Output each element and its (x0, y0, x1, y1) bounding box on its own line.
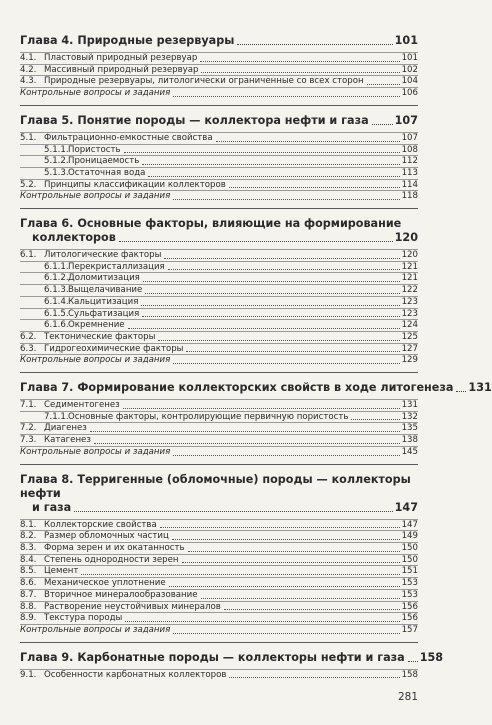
section-page-number: 150 (401, 554, 418, 565)
toc-entry[interactable] (20, 434, 418, 446)
dot-leader (200, 61, 399, 62)
section-number: 8.8. (20, 601, 37, 612)
section-page-number: 104 (401, 76, 418, 87)
toc-entry[interactable] (20, 64, 418, 76)
dot-leader (124, 152, 400, 153)
toc-entry[interactable] (20, 554, 418, 566)
section-title: Контрольные вопросы и задания (20, 355, 171, 366)
chapter-title: Глава 9. Карбонатные породы — коллекторы нефти и газа (20, 650, 405, 664)
section-title: Остаточная вода (68, 167, 146, 178)
section-page-number: 156 (401, 613, 418, 624)
section-page-number: 138 (401, 435, 418, 446)
chapter-page-number: 147 (394, 500, 418, 514)
toc-entry[interactable] (20, 542, 418, 554)
chapter-heading[interactable] (20, 34, 418, 48)
toc-entry[interactable] (20, 589, 418, 601)
toc-subentry[interactable] (20, 319, 418, 331)
section-title: Форма зерен и их окатанность (44, 542, 185, 553)
toc-subentry[interactable] (20, 167, 418, 179)
dot-leader (186, 351, 399, 352)
section-page-number: 106 (401, 88, 418, 99)
section-title: Принципы классификации коллекторов (44, 179, 226, 190)
section-page-number: 150 (401, 542, 418, 553)
section-number: 6.1. (20, 250, 37, 261)
dot-leader (224, 609, 400, 610)
section-number: 4.1. (20, 53, 37, 63)
dot-leader (128, 328, 400, 329)
toc-entry[interactable] (20, 669, 418, 681)
section-number: 8.6. (20, 578, 37, 589)
toc-subentry[interactable] (20, 144, 418, 156)
toc-entry[interactable] (20, 331, 418, 343)
section-page-number: 149 (401, 531, 418, 542)
dot-leader (123, 408, 400, 409)
chapter-5 (20, 105, 418, 202)
dot-leader (173, 455, 399, 456)
section-page-number: 131 (401, 400, 418, 411)
dot-leader (408, 661, 418, 662)
chapter-page-number: 101 (394, 34, 418, 47)
section-number: 6.1.6. (44, 320, 69, 331)
chapter-title: Глава 6. Основные факторы, влияющие на формирование (20, 217, 402, 231)
chapter-page-number: 158 (419, 650, 444, 664)
section-title: Размер обломочных частиц (44, 531, 169, 542)
section-title: Механическое уплотнение (44, 578, 166, 589)
section-number: 6.3. (20, 343, 37, 354)
section-page-number: 101 (401, 53, 418, 63)
chapter-8 (20, 464, 418, 636)
dot-leader (237, 44, 392, 45)
section-number: 5.1. (20, 132, 37, 143)
toc-entry[interactable] (20, 75, 418, 87)
section-title: Выщелачивание (68, 285, 143, 296)
section-page-number: 118 (401, 191, 418, 202)
toc-entry[interactable] (20, 343, 418, 355)
section-title: Контрольные вопросы и задания (20, 88, 171, 99)
chapter-heading[interactable] (20, 381, 492, 395)
dot-leader (351, 419, 399, 420)
toc-subentry[interactable] (20, 284, 418, 296)
toc-entry-review-questions[interactable] (20, 354, 418, 366)
section-page-number: 108 (401, 144, 418, 155)
section-title: Проницаемость (68, 156, 140, 167)
section-page-number: 121 (401, 273, 418, 284)
section-page-number: 135 (401, 423, 418, 434)
dot-leader (169, 586, 400, 587)
section-title: Пористость (68, 144, 121, 155)
chapter-page-number: 131 (468, 381, 492, 395)
section-number: 6.1.3. (44, 285, 69, 296)
toc-entry[interactable] (20, 422, 418, 434)
toc-subentry[interactable] (20, 308, 418, 320)
toc-entry[interactable] (20, 612, 418, 624)
section-number: 4.2. (20, 64, 37, 75)
dot-leader (173, 199, 399, 200)
dot-leader (145, 293, 399, 294)
section-title: Окремнение (68, 320, 125, 331)
section-title: Текстура породы (44, 613, 123, 624)
section-title: Степень однородности зерен (44, 554, 179, 565)
section-page-number: 129 (401, 355, 418, 366)
toc-entry[interactable] (20, 601, 418, 613)
section-page-number: 124 (401, 320, 418, 331)
section-title: Тектонические факторы (44, 331, 156, 342)
chapter-title: Глава 8. Терригенные (обломочные) породы — коллекторы нефти (20, 472, 411, 500)
chapter-title-continued: коллекторов (32, 231, 116, 245)
section-title: Кальцитизация (68, 296, 139, 307)
section-number: 7.3. (20, 435, 37, 446)
toc-entry[interactable] (20, 577, 418, 589)
toc-subentry[interactable] (20, 155, 418, 167)
section-page-number: 145 (401, 446, 418, 457)
dot-leader (94, 443, 400, 444)
section-number: 9.1. (20, 669, 37, 680)
dot-leader (74, 511, 392, 512)
dot-leader (173, 633, 399, 634)
toc-entry-review-questions[interactable] (20, 190, 418, 202)
chapter-title-continued: и газа (32, 500, 72, 514)
section-number: 8.1. (20, 519, 37, 530)
toc-entry[interactable] (20, 132, 418, 144)
toc-entry[interactable] (20, 530, 418, 542)
section-title: Массивный природный резервуар (44, 64, 199, 75)
section-number: 8.5. (20, 566, 37, 577)
section-title: Коллекторские свойства (44, 519, 157, 530)
section-number: 5.1.3. (44, 167, 69, 178)
section-page-number: 121 (401, 261, 418, 272)
section-number: 7.1.1. (44, 411, 69, 422)
section-number: 5.1.1. (44, 144, 69, 155)
section-number: 6.1.4. (44, 296, 69, 307)
dot-leader (168, 269, 400, 270)
dot-leader (148, 176, 399, 177)
section-number: 8.4. (20, 554, 37, 565)
section-page-number: 102 (401, 64, 418, 75)
section-number: 4.3. (20, 76, 37, 87)
section-page-number: 125 (401, 331, 418, 342)
chapter-title: Глава 7. Формирование коллекторских свойств в ходе литогенеза (20, 381, 454, 395)
dot-leader (367, 84, 400, 85)
section-page-number: 158 (401, 669, 418, 680)
dot-leader (81, 574, 399, 575)
dot-leader (188, 551, 400, 552)
section-page-number: 107 (401, 132, 418, 143)
toc-subentry[interactable] (20, 261, 418, 273)
chapter-7 (20, 372, 492, 458)
section-number: 8.3. (20, 542, 37, 553)
section-page-number: 157 (401, 624, 418, 635)
section-number: 6.1.1. (44, 261, 69, 272)
section-title: Перекристаллизация (68, 261, 165, 272)
section-page-number: 147 (401, 519, 418, 530)
section-page-number: 123 (401, 296, 418, 307)
toc-entry[interactable] (20, 52, 418, 64)
section-page-number: 156 (401, 601, 418, 612)
dot-leader (216, 141, 400, 142)
dot-leader (160, 527, 400, 528)
section-page-number: 153 (401, 589, 418, 600)
chapter-heading[interactable] (20, 217, 418, 245)
section-page-number: 127 (401, 343, 418, 354)
toc-entry[interactable] (20, 565, 418, 577)
dot-leader (172, 539, 400, 540)
section-title: Гидрогеохимические факторы (44, 343, 184, 354)
section-number: 7.2. (20, 423, 37, 434)
chapter-heading[interactable] (20, 473, 418, 515)
chapter-title: Глава 5. Понятие породы — коллектора нефти и газа (20, 113, 369, 127)
section-title: Цемент (44, 566, 79, 577)
toc-entry[interactable] (20, 519, 418, 531)
section-page-number: 114 (401, 179, 418, 190)
section-number: 5.2. (20, 179, 37, 190)
section-page-number: 122 (401, 285, 418, 296)
toc-entry[interactable] (20, 249, 418, 261)
dot-leader (119, 241, 393, 242)
section-number: 8.9. (20, 613, 37, 624)
section-number: 7.1. (20, 400, 37, 411)
section-title: Литологические факторы (44, 250, 162, 261)
section-page-number: 132 (401, 411, 418, 422)
toc-entry[interactable] (20, 399, 418, 411)
dot-leader (173, 96, 399, 97)
section-title: Доломитизация (68, 273, 140, 284)
section-title: Катагенез (44, 435, 91, 446)
dot-leader (182, 562, 400, 563)
section-number: 8.2. (20, 531, 37, 542)
dot-leader (142, 164, 399, 165)
dot-leader (201, 72, 399, 73)
dot-leader (456, 391, 466, 392)
section-title: Вторичное минералообразование (44, 589, 198, 600)
section-page-number: 123 (401, 308, 418, 319)
toc-entry[interactable] (20, 179, 418, 191)
chapter-4 (20, 34, 418, 99)
toc-entry-review-questions[interactable] (20, 446, 418, 458)
dot-leader (372, 124, 393, 125)
page-number: 281 (398, 691, 419, 703)
dot-leader (143, 281, 400, 282)
toc-subentry[interactable] (20, 296, 418, 308)
chapter-page-number: 120 (394, 231, 418, 245)
section-title: Природные резервуары, литологически ограниченные со всех сторон (44, 76, 364, 87)
section-title: Растворение неустойчивых минералов (44, 601, 221, 612)
dot-leader (201, 598, 400, 599)
section-title: Особенности карбонатных коллекторов (44, 669, 227, 680)
dot-leader (164, 258, 399, 259)
dot-leader (229, 187, 400, 188)
section-title: Седиментогенез (44, 400, 120, 411)
section-title: Фильтрационно-емкостные свойства (44, 132, 213, 143)
section-title: Контрольные вопросы и задания (20, 191, 171, 202)
section-title: Контрольные вопросы и задания (20, 624, 171, 635)
toc-subentry[interactable] (20, 411, 418, 423)
dot-leader (90, 431, 400, 432)
chapter-6 (20, 208, 418, 366)
dot-leader (158, 340, 399, 341)
section-number: 5.1.2. (44, 156, 69, 167)
section-page-number: 120 (401, 250, 418, 261)
chapter-9 (20, 642, 444, 681)
section-page-number: 113 (401, 167, 418, 178)
section-number: 6.2. (20, 331, 37, 342)
section-title: Контрольные вопросы и задания (20, 446, 171, 457)
section-number: 6.1.2. (44, 273, 69, 284)
section-page-number: 151 (401, 566, 418, 577)
section-title: Сульфатизация (68, 308, 140, 319)
section-number: 8.7. (20, 589, 37, 600)
toc-entry-review-questions[interactable] (20, 624, 418, 636)
section-title: Основные факторы, контролирующие первичную пористость (68, 411, 349, 422)
section-page-number: 112 (401, 156, 418, 167)
dot-leader (141, 305, 399, 306)
chapter-page-number: 107 (394, 113, 418, 127)
dot-leader (142, 316, 399, 317)
chapter-heading[interactable] (20, 114, 418, 128)
toc-subentry[interactable] (20, 272, 418, 284)
section-title: Пластовый природный резервуар (44, 53, 198, 63)
chapter-heading[interactable] (20, 650, 444, 665)
dot-leader (173, 363, 399, 364)
chapter-title: Глава 4. Природные резервуары (20, 34, 235, 47)
dot-leader (229, 677, 399, 678)
section-number: 6.1.5. (44, 308, 69, 319)
section-title: Диагенез (44, 423, 87, 434)
section-page-number: 153 (401, 578, 418, 589)
dot-leader (125, 621, 399, 622)
table-of-contents (20, 0, 492, 680)
toc-entry-review-questions[interactable] (20, 87, 418, 99)
